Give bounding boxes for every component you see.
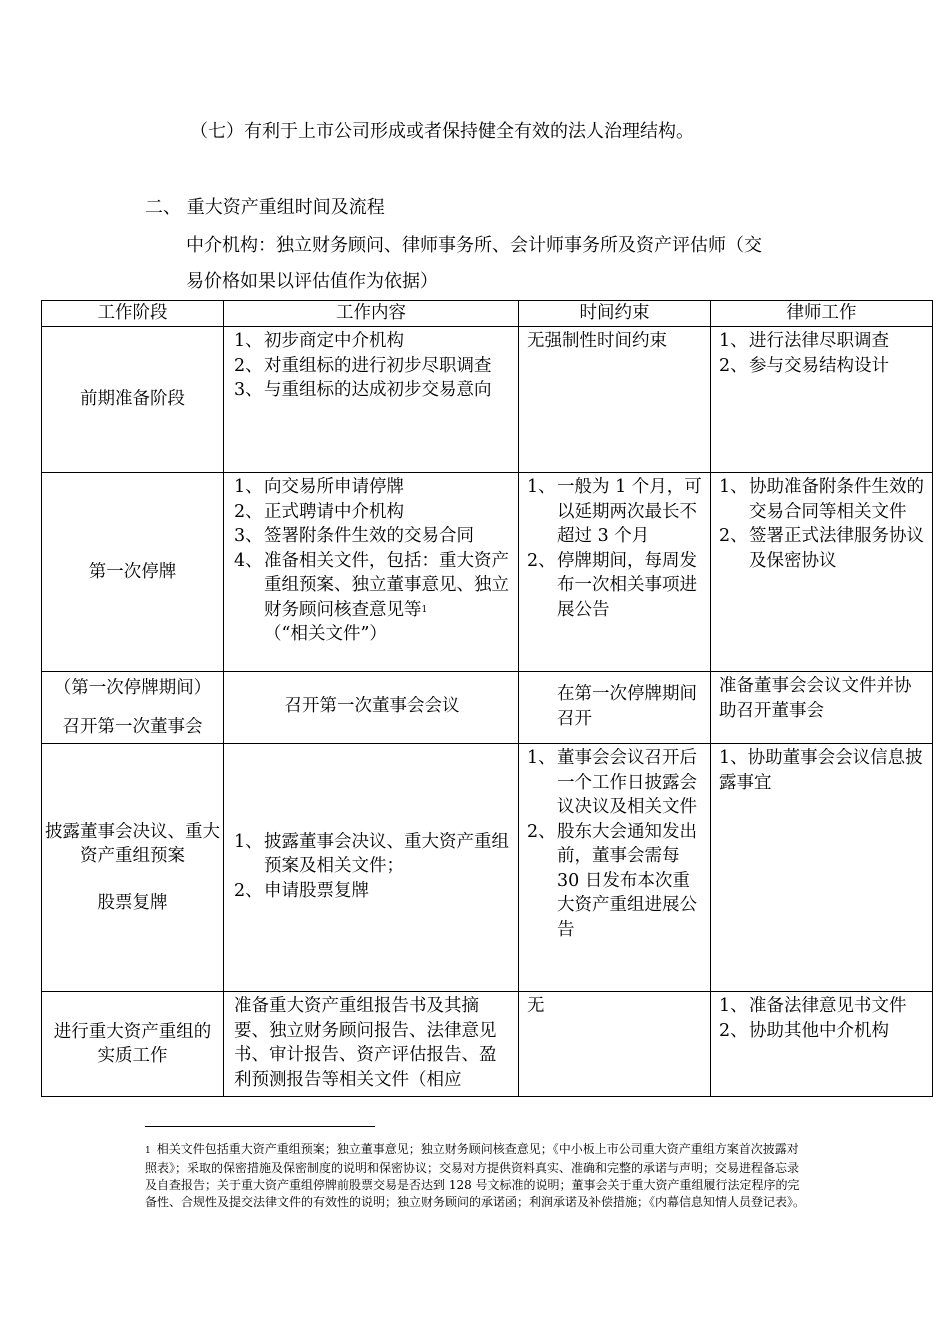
list-item: 1、 进行法律尽职调查	[719, 331, 889, 351]
header-content: 工作内容	[224, 301, 519, 327]
content-text: 召开第一次董事会会议	[284, 696, 460, 717]
header-lawyer: 律师工作	[711, 301, 933, 327]
list-item: 4、 准备相关文件，包括：重大资产重组预案、独立董事意见、独立财务顾问核查意见等$^1$ （“相关文件”）	[234, 550, 509, 644]
stage-label: 第一次停牌	[88, 561, 177, 582]
time-text: 无强制性时间约束	[527, 331, 667, 351]
stage-cell	[42, 992, 224, 1097]
list-item: 1、 向交易所申请停牌	[234, 477, 404, 497]
header-time: 时间约束	[519, 301, 711, 327]
list-item: 1、 协助准备附条件生效的交易合同等相关文件	[719, 477, 924, 522]
lawyer-cell	[711, 327, 933, 473]
list-item: 2、 参与交易结构设计	[719, 355, 889, 376]
lawyer-text: 准备董事会会议文件并协助召开董事会	[719, 676, 912, 721]
stage-label: 披露董事会决议、重大资产重组预案	[45, 821, 220, 867]
time-cell	[519, 473, 711, 672]
time-cell	[519, 992, 711, 1097]
list-item: 2、 申请股票复牌	[234, 880, 369, 901]
content-cell	[224, 992, 519, 1097]
list-item: 2、 对重组标的进行初步尽职调查	[234, 355, 492, 376]
table-row	[42, 992, 933, 1097]
stage-label: 召开第一次董事会	[62, 716, 203, 737]
lawyer-cell	[711, 992, 933, 1097]
footnote-separator	[145, 1126, 375, 1127]
lawyer-cell	[711, 672, 933, 744]
table-row	[42, 744, 933, 992]
time-text: 在第一次停牌期间召开	[557, 684, 697, 729]
time-text: 无	[527, 996, 545, 1016]
list-item: 2、 正式聘请中介机构	[234, 501, 404, 522]
stage-label: 前期准备阶段	[80, 389, 185, 410]
content-text: 准备重大资产重组报告书及其摘要、独立财务顾问报告、法律意见书、审计报告、资产评估报告、盈利预测报告等相关文件（相应	[234, 996, 497, 1090]
stage-cell	[42, 672, 224, 744]
list-item: 3、 签署附条件生效的交易合同	[234, 526, 474, 546]
list-item: 1、 一般为 1 个月，可以延期两次最长不超过 3 个月	[527, 477, 702, 546]
stage-label: 股票复牌	[97, 892, 168, 913]
footnote-text: 相关文件包括重大资产重组预案；独立董事意见；独立财务顾问核查意见；《中小板上市公司重大资产重组方案首次披露对照表》；采取的保密措施及保密制度的说明和保密协议；交易对方提供资料真实、准确和完整的承诺与声明；交易进程备忘录及自查报告；关于重大资产重组停牌前股票交易是否达到 128 号文标准的说明；董事会关于重大资产重组履行法定程序的完备性、合规性及提交法律文件的有效性的说明；独立财务顾问的承诺函；利润承诺及补偿措施；《内幕信息知情人员登记表》。	[145, 1142, 806, 1209]
list-item: 2、 停牌期间，每周发布一次相关事项进展公告	[527, 550, 697, 620]
stage-label: 进行重大资产重组的实质工作	[53, 1021, 212, 1066]
section-heading: 二、 重大资产重组时间及流程	[145, 197, 385, 218]
footnote-mark: 1	[145, 1146, 151, 1156]
list-item: 2、 协助其他中介机构	[719, 1020, 889, 1041]
list-item: 2、 股东大会通知发出前，董事会需每 30 日发布本次重大资产重组进展公告	[527, 821, 697, 940]
lawyer-cell	[711, 744, 933, 992]
lawyer-text: 1、协助董事会会议信息披露事宜	[719, 748, 923, 793]
list-item: 3、 与重组标的达成初步交易意向	[234, 380, 492, 400]
stage-cell	[42, 327, 224, 473]
intermediaries-line-1: 中介机构：独立财务顾问、律师事务所、会计师事务所及资产评估师（交	[186, 235, 762, 256]
stage-label: （第一次停牌期间）	[53, 678, 212, 698]
content-cell	[224, 744, 519, 992]
table-row	[42, 672, 933, 744]
footnote-reference[interactable]: 1	[421, 604, 428, 615]
content-cell	[224, 473, 519, 672]
table-header-row	[42, 301, 933, 327]
stage-cell	[42, 744, 224, 992]
time-cell	[519, 672, 711, 744]
intermediaries-line-2: 易价格如果以评估值作为依据）	[186, 271, 438, 292]
list-item: 1、 初步商定中介机构	[234, 331, 404, 351]
list-item: 1、 披露董事会决议、重大资产重组预案及相关文件；	[234, 831, 509, 877]
table-row	[42, 327, 933, 473]
header-stage: 工作阶段	[42, 301, 224, 327]
paragraph-item-7: （七）有利于上市公司形成或者保持健全有效的法人治理结构。	[190, 121, 694, 142]
table-row	[42, 473, 933, 672]
time-cell	[519, 744, 711, 992]
content-cell	[224, 672, 519, 744]
time-cell	[519, 327, 711, 473]
restructuring-process-table	[41, 300, 933, 1097]
list-item: 1、 准备法律意见书文件	[719, 996, 907, 1016]
content-cell	[224, 327, 519, 473]
footnote	[145, 1141, 810, 1211]
stage-cell	[42, 473, 224, 672]
list-item: 1、 董事会会议召开后一个工作日披露会议决议及相关文件	[527, 748, 697, 817]
lawyer-cell	[711, 473, 933, 672]
list-item: 2、 签署正式法律服务协议及保密协议	[719, 526, 924, 571]
